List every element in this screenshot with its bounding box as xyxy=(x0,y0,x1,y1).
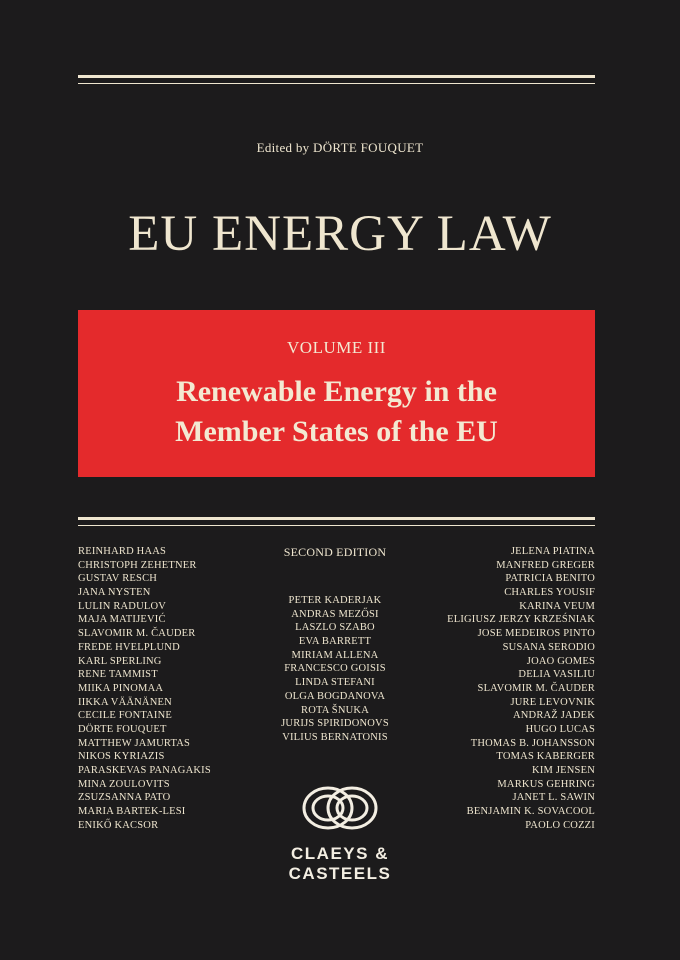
author-name: LINDA STEFANI xyxy=(295,677,375,689)
publisher-line-2: CASTEELS xyxy=(288,864,392,883)
author-name: SLAVOMIR M. ČAUDER xyxy=(78,628,196,640)
author-name: ZSUZSANNA PATO xyxy=(78,792,171,804)
author-name: KARINA VEUM xyxy=(519,600,595,612)
author-name: VILIUS BERNATONIS xyxy=(282,731,388,743)
author-name: CHARLES YOUSIF xyxy=(504,587,595,599)
author-name: JURE LEVOVNIK xyxy=(510,696,595,708)
top-rule xyxy=(78,75,595,78)
author-name: TOMAS KABERGER xyxy=(496,751,595,763)
author-name: MATTHEW JAMURTAS xyxy=(78,737,191,749)
subtitle-line-2: Member States of the EU xyxy=(175,415,498,448)
author-name: PETER KADERJAK xyxy=(288,595,382,606)
author-name: EVA BARRETT xyxy=(298,636,372,648)
volume-label: VOLUME III xyxy=(287,338,386,357)
author-name: CHRISTOPH ZEHETNER xyxy=(78,559,197,571)
author-name: THOMAS B. JOHANSSON xyxy=(470,737,595,749)
author-name: GUSTAV RESCH xyxy=(78,573,158,585)
author-name: ANDRAŽ JADEK xyxy=(512,710,595,722)
publisher-line-1: CLAEYS & xyxy=(291,844,389,863)
author-name: KIM JENSEN xyxy=(532,765,595,776)
author-name: MARKUS GEHRING xyxy=(497,778,595,790)
author-name: JOAO GOMES xyxy=(526,655,595,667)
author-name: JANA NYSTEN xyxy=(78,587,151,599)
author-name: IIKKA VÄÄNÄNEN xyxy=(78,696,172,708)
author-name: DELIA VASILIU xyxy=(518,669,595,681)
editor-line: Edited by DÖRTE FOUQUET xyxy=(256,140,424,155)
author-name: MARIA BARTEK-LESI xyxy=(78,806,186,818)
author-name: ANDRAS MEZŐSI xyxy=(291,608,379,620)
top-rule-thin xyxy=(78,83,595,84)
author-name: SLAVOMIR M. ČAUDER xyxy=(477,682,595,694)
middle-rule xyxy=(78,517,595,520)
author-name: RENE TAMMIST xyxy=(78,669,158,681)
author-name: HUGO LUCAS xyxy=(525,723,595,735)
book-subtitle xyxy=(78,372,595,452)
author-name: MANFRED GREGER xyxy=(496,559,595,571)
author-name: JOSE MEDEIROS PINTO xyxy=(477,628,595,640)
author-name: PARASKEVAS PANAGAKIS xyxy=(78,765,211,776)
author-name: ELIGIUSZ JERZY KRZEŚNIAK xyxy=(447,614,595,626)
authors-middle-column xyxy=(235,594,435,745)
author-name: LULIN RADULOV xyxy=(78,600,167,612)
author-name: MIIKA PINOMAA xyxy=(78,682,164,694)
author-name: LASZLO SZABO xyxy=(295,622,375,634)
subtitle-line-1: Renewable Energy in the xyxy=(176,375,497,408)
author-name: NIKOS KYRIAZIS xyxy=(78,751,165,763)
author-name: JANET L. SAWIN xyxy=(512,792,595,804)
author-name: MAJA MATIJEVIĆ xyxy=(78,614,166,626)
author-name: ROTA ŠNUKA xyxy=(301,704,369,716)
author-name: BENJAMIN K. SOVACOOL xyxy=(466,806,595,818)
book-title: EU ENERGY LAW xyxy=(128,206,552,262)
author-name: PATRICIA BENITO xyxy=(505,573,595,585)
author-name: JELENA PIATINA xyxy=(510,546,595,557)
author-name: JURIJS SPIRIDONOVS xyxy=(281,718,389,730)
author-name: KARL SPERLING xyxy=(78,655,162,667)
author-name: FREDE HVELPLUND xyxy=(78,641,180,653)
author-name: PAOLO COZZI xyxy=(525,819,595,831)
publisher-name xyxy=(0,845,680,885)
authors-right-column xyxy=(447,545,595,832)
interlocked-rings-logo-icon xyxy=(290,778,390,838)
authors-left-column xyxy=(78,545,211,832)
author-name: SUSANA SERODIO xyxy=(502,641,595,653)
author-name: ENIKŐ KACSOR xyxy=(78,819,159,831)
volume-banner xyxy=(78,310,595,477)
author-name: OLGA BOGDANOVA xyxy=(284,690,386,702)
author-name: MIRIAM ALLENA xyxy=(291,649,379,661)
middle-rule-thin xyxy=(78,525,595,526)
author-name: REINHARD HAAS xyxy=(78,546,167,557)
author-name: DÖRTE FOUQUET xyxy=(78,723,167,735)
author-name: FRANCESCO GOISIS xyxy=(284,663,386,675)
author-name: MINA ZOULOVITS xyxy=(78,778,170,790)
author-name: CECILE FONTAINE xyxy=(78,710,173,722)
edition-label: SECOND EDITION xyxy=(283,545,387,559)
